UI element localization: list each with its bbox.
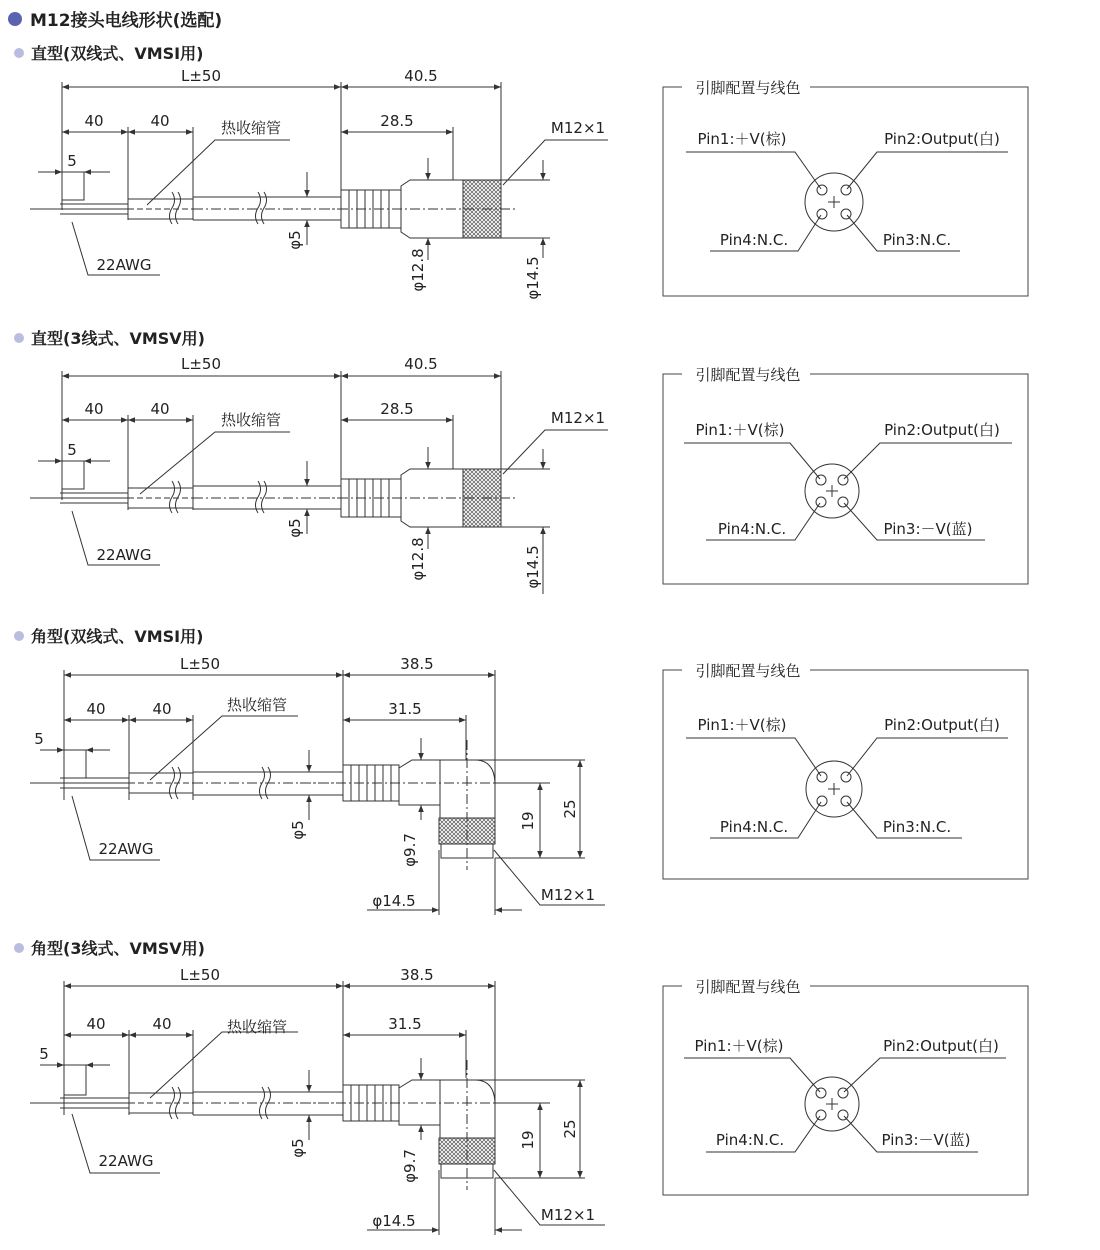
label-awg: 22AWG (98, 1152, 154, 1170)
pin2-label: Pin2:Output(白) (884, 130, 1000, 148)
pin3-label: Pin3:－V(蓝) (881, 1131, 971, 1149)
dim-length: L±50 (180, 355, 222, 373)
dim-body-length: 31.5 (388, 700, 422, 718)
dim-head-length: 40.5 (404, 67, 438, 85)
dim-thread: M12×1 (540, 1206, 596, 1224)
dim-strip1: 40 (86, 700, 106, 718)
dim-height-25: 25 (561, 1119, 579, 1139)
page-title-text: M12接头电线形状(选配) (30, 11, 223, 31)
dim-cable-dia: φ5 (286, 518, 304, 538)
pin1-label: Pin1:＋V(棕) (695, 421, 785, 439)
dim-strip2: 40 (152, 700, 172, 718)
dim-length: L±50 (180, 67, 222, 85)
dim-nut-dia: φ14.5 (524, 545, 542, 589)
dim-cable-dia: φ5 (289, 1138, 307, 1158)
pinout-title: 引脚配置与线色 (695, 662, 801, 680)
dim-body-length: 28.5 (380, 112, 414, 130)
dim-height-25: 25 (561, 799, 579, 819)
section-4-angled-drawing (30, 981, 605, 1235)
pin3-label: Pin3:－V(蓝) (883, 520, 973, 538)
section-heading-text: 角型(3线式、VMSV用) (31, 939, 205, 958)
dim-body-length: 31.5 (388, 1015, 422, 1033)
pinout-title: 引脚配置与线色 (695, 366, 801, 384)
pin2-label: Pin2:Output(白) (884, 716, 1000, 734)
dim-head-length: 40.5 (404, 355, 438, 373)
pin4-label: Pin4:N.C. (719, 231, 789, 249)
dim-cable-dia: φ5 (286, 230, 304, 250)
pin1-label: Pin1:＋V(棕) (694, 1037, 784, 1055)
dim-body-dia: φ9.7 (401, 1149, 419, 1183)
pinout-box-1 (663, 79, 1028, 296)
dim-strip1: 40 (86, 1015, 106, 1033)
dim-length: L±50 (179, 966, 221, 984)
pin4-label: Pin4:N.C. (719, 818, 789, 836)
dim-strip2: 40 (152, 1015, 172, 1033)
dim-strip1: 40 (84, 400, 104, 418)
dim-nut-dia: φ14.5 (372, 1212, 416, 1230)
label-awg: 22AWG (98, 840, 154, 858)
dim-strip2: 40 (150, 400, 170, 418)
section-heading-text: 角型(双线式、VMSI用) (31, 627, 204, 646)
dim-body-dia: φ12.8 (409, 248, 427, 292)
label-heat-shrink: 热收缩管 (226, 696, 288, 714)
dim-body-dia: φ9.7 (401, 833, 419, 867)
section-heading-text: 直型(3线式、VMSV用) (31, 329, 205, 348)
label-heat-shrink: 热收缩管 (220, 119, 282, 137)
pin1-label: Pin1:＋V(棕) (697, 130, 787, 148)
pin1-label: Pin1:＋V(棕) (697, 716, 787, 734)
pin2-label: Pin2:Output(白) (883, 1037, 999, 1055)
pin4-label: Pin4:N.C. (717, 520, 787, 538)
section-1-straight-drawing (30, 82, 608, 275)
dim-strip-end: 5 (67, 441, 77, 459)
dim-strip2: 40 (150, 112, 170, 130)
dim-thread: M12×1 (550, 409, 606, 427)
label-awg: 22AWG (96, 256, 152, 274)
dim-thread: M12×1 (540, 886, 596, 904)
pin4-label: Pin4:N.C. (715, 1131, 785, 1149)
dim-body-length: 28.5 (380, 400, 414, 418)
dim-nut-dia: φ14.5 (372, 892, 416, 910)
section-heading-text: 直型(双线式、VMSI用) (31, 44, 204, 63)
pin3-label: Pin3:N.C. (882, 231, 952, 249)
label-awg: 22AWG (96, 546, 152, 564)
dim-height-19: 19 (519, 811, 537, 831)
pin3-label: Pin3:N.C. (882, 818, 952, 836)
section-1-dimension-text (67, 67, 605, 300)
dim-cable-dia: φ5 (289, 820, 307, 840)
dim-length: L±50 (179, 655, 221, 673)
label-heat-shrink: 热收缩管 (226, 1018, 288, 1036)
pinout-box-4 (663, 978, 1028, 1195)
pinout-title: 引脚配置与线色 (695, 79, 801, 97)
dim-height-19: 19 (519, 1130, 537, 1150)
dim-nut-dia: φ14.5 (524, 256, 542, 300)
pinout-box-2 (663, 366, 1028, 584)
dim-strip-end: 5 (39, 1045, 49, 1063)
dim-head-length: 38.5 (400, 966, 434, 984)
dim-thread: M12×1 (550, 119, 606, 137)
section-3-angled-drawing (30, 670, 605, 915)
section-2-dimension-text (67, 355, 605, 589)
dim-strip1: 40 (84, 112, 104, 130)
label-heat-shrink: 热收缩管 (220, 411, 282, 429)
dim-strip-end: 5 (34, 730, 44, 748)
dim-head-length: 38.5 (400, 655, 434, 673)
dim-body-dia: φ12.8 (409, 537, 427, 581)
pin2-label: Pin2:Output(白) (884, 421, 1000, 439)
dim-strip-end: 5 (67, 152, 77, 170)
pinout-box-3 (663, 662, 1028, 879)
pinout-title: 引脚配置与线色 (695, 978, 801, 996)
